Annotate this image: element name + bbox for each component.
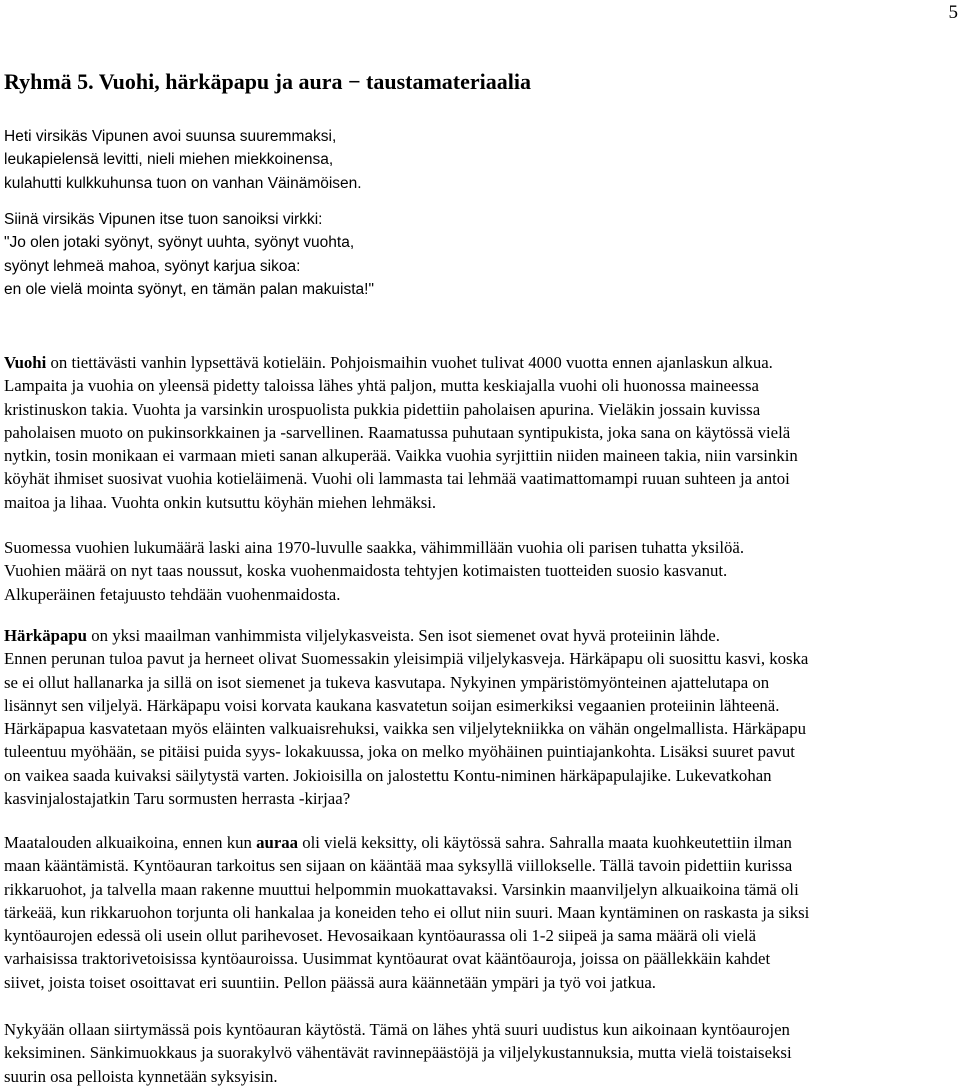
text-line: siivet, joista toiset osoittavat eri suuntiin. Pellon päässä aura käännetään ympäri ja työ voi jatkua. [4, 972, 656, 992]
poem-stanza-2 [4, 208, 374, 302]
text-line: on yksi maailman vanhimmista viljelykasveista. Sen isot siemenet ovat hyvä proteiinin lähde. [87, 626, 720, 645]
text-line: maan kääntämistä. Kyntöauran tarkoitus sen sijaan on kääntää maa syksyllä viillokselle. Tällä tavoin pidettiin kurissa [4, 856, 793, 876]
text-line: Vuohien määrä on nyt taas noussut, koska vuohenmaidosta tehtyjen kotimaisten tuotteiden suosio kasvanut. [4, 561, 728, 581]
text-line: Suomessa vuohien lukumäärä laski aina 1970-luvulle saakka, vähimmillään vuohia oli parisen tuhatta yksilöä. [4, 538, 745, 557]
term-aura: auraa [256, 833, 299, 852]
page-title: Ryhmä 5. Vuohi, härkäpapu ja aura − taustamateriaalia [4, 69, 532, 94]
poem-line: syönyt lehmeä mahoa, syönyt karjua sikoa: [4, 257, 301, 275]
paragraph-nykyaan [4, 1018, 954, 1088]
text-line: nytkin, tosin monikaan ei varmaan mieti sanan alkuperää. Vaikka vuohia syrjittiin niiden maineen takia, niin varsinkin [4, 446, 798, 466]
paragraph-suomi [4, 536, 954, 606]
poem-line: Siinä virsikäs Vipunen itse tuon sanoiksi virkki: [4, 211, 323, 228]
term-vuohi: Vuohi [4, 353, 47, 372]
text-line: kristinuskon takia. Vuohta ja varsinkin urospuolista pukkia pidettiin paholaisen apurina. Vieläkin jossain kuvissa [4, 399, 761, 419]
text-line: on tiettävästi vanhin lypsettävä kotieläin. Pohjoismaihin vuohet tulivat 4000 vuotta ennen ajanlaskun alkua. [46, 353, 773, 372]
text-line: varhaisissa traktorivetoisissa kyntöauroissa. Uusimmat kyntöaurat ovat kääntöauroja, joissa on päällekkäin kahdet [4, 949, 771, 969]
text-line: kasvinjalostajatkin Taru sormusten herrasta -kirjaa? [4, 789, 351, 809]
text-line: Lampaita ja vuohia on yleensä pidetty taloissa lähes yhtä paljon, mutta keskiajalla vuohi oli huonossa maineessa [4, 376, 759, 396]
poem-line: Heti virsikäs Vipunen avoi suunsa suuremmaksi, [4, 128, 337, 145]
poem-line: en ole vielä mointa syönyt, en tämän palan makuista!" [4, 281, 374, 299]
text-line: lisännyt sen viljelyä. Härkäpapu voisi korvata kaukana kasvatetun soijan esimerkiksi vegaanien proteiinin lähteenä. [4, 695, 780, 715]
text-line: paholaisen muoto on pukinsorkkainen ja -sarvellinen. Raamatussa puhutaan syntipukista, joka sana on käytössä vielä [4, 422, 791, 442]
paragraph-aura [4, 831, 954, 994]
poem-line: leukapielensä levitti, nieli miehen miekkoinensa, [4, 151, 334, 169]
text-line: on vaikea saada kuivaksi säilytystä varten. Jokioisilla on jalostettu Kontu-niminen härkäpapulajike. Lukevatkohan [4, 765, 772, 785]
text-line: Härkäpapua kasvatetaan myös eläinten valkuaisrehuksi, vaikka sen viljelytekniikka on vähän ongelmallista. Härkäpapu [4, 719, 806, 739]
text-line: Alkuperäinen fetajuusto tehdään vuohenmaidosta. [4, 584, 341, 604]
text-line: Nykyään ollaan siirtymässä pois kyntöauran käytöstä. Tämä on lähes yhtä suuri uudistus kun aikoinaan kyntöaurojen [4, 1020, 790, 1039]
poem-stanza-1 [4, 125, 362, 195]
text-line: tärkeää, kun rikkaruohon torjunta oli hankalaa ja koneiden teho ei ollut niin suuri. Maan kyntäminen on raskasta ja siksi [4, 902, 810, 922]
text-line: Ennen perunan tuloa pavut ja herneet olivat Suomessakin yleisimpiä viljelykasveja. Härkäpapu oli suosittu kasvi, koska [4, 649, 809, 669]
page-number: 5 [948, 2, 958, 23]
text-line: köyhät ihmiset suosivat vuohia kotieläimenä. Vuohi oli lammasta tai lehmää vaatimattomampi ruuan suhteen ja antoi [4, 469, 790, 489]
text-line: se ei ollut hallanarka ja sillä on isot siemenet ja tukeva kasvutapa. Nykyinen ympäristömyönteinen ajattelutapa on [4, 672, 770, 692]
text-line: kyntöaurojen edessä oli usein ollut parihevoset. Hevosaikaan kyntöaurassa oli 1-2 siipeä ja sama määrä oli vielä [4, 926, 757, 946]
paragraph-harkapapu [4, 624, 954, 810]
text-segment: oli vielä keksitty, oli käytössä sahra. Sahralla maata kuohkeutettiin ilman [298, 833, 792, 852]
text-line: rikkaruohot, ja talvella maan rakenne muuttui helpommin muokattavaksi. Varsinkin maanviljelyn alkuaikoina tämä oli [4, 879, 799, 899]
poem-line: kulahutti kulkkuhunsa tuon on vanhan Väinämöisen. [4, 174, 362, 192]
term-harkapapu: Härkäpapu [4, 626, 88, 645]
text-line: suurin osa pelloista kynnetään syksyisin. [4, 1066, 278, 1086]
text-line: keksiminen. Sänkimuokkaus ja suorakylvö vähentävät ravinnepäästöjä ja viljelykustannuksia, mutta vielä toistaiseksi [4, 1043, 792, 1063]
text-segment: Maatalouden alkuaikoina, ennen kun [4, 833, 257, 852]
paragraph-vuohi [4, 351, 954, 514]
poem-line: "Jo olen jotaki syönyt, syönyt uuhta, syönyt vuohta, [4, 234, 355, 252]
text-line: tuleentuu myöhään, se pitäisi puida syys- lokakuussa, joka on melko myöhäinen puintiajankohta. Lisäksi suuret pavut [4, 742, 795, 762]
text-line: maitoa ja lihaa. Vuohta onkin kutsuttu köyhän miehen lehmäksi. [4, 492, 437, 512]
